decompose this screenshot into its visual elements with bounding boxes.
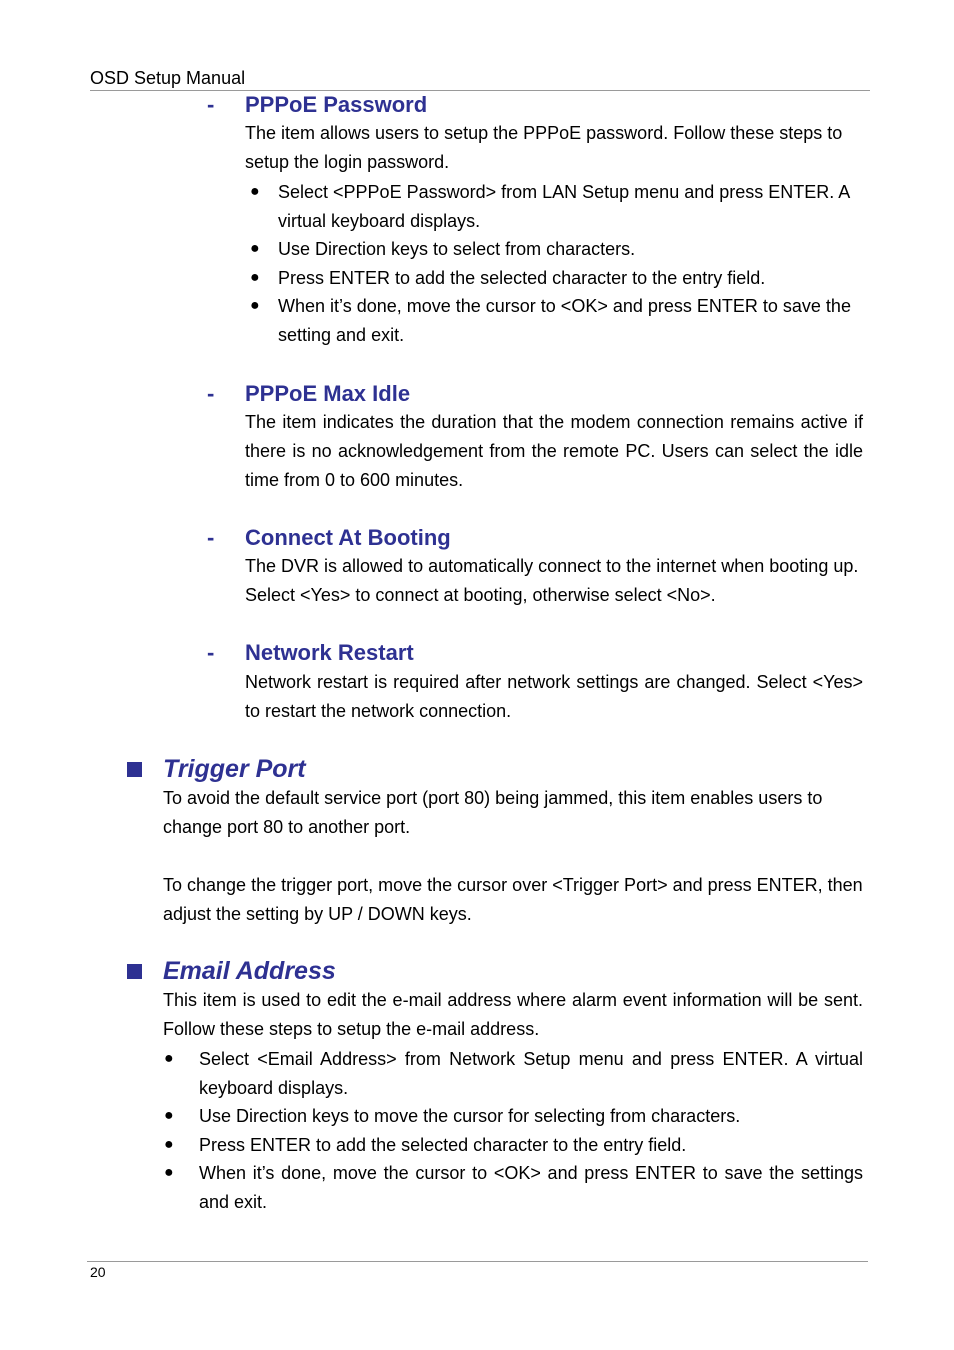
dash-marker: - [207,525,215,550]
pppoe-max-idle-text: The item indicates the duration that the modem connection remains active if there is no acknowledgement from the remote PC. Users can select the idle time from 0 to 600 minutes. [245,412,863,490]
trigger-port-heading: Trigger Port [163,755,306,783]
email-address-body [163,986,863,1216]
connect-at-booting-body [245,552,863,610]
bullet-dot-icon: ● [250,297,260,314]
dash-marker: - [207,381,215,406]
page-header [90,68,870,91]
network-restart-heading: Network Restart [245,640,414,665]
pppoe-password-body [245,119,863,349]
bullet-dot-icon: ● [164,1050,174,1067]
email-address-steps [163,1045,863,1216]
connect-at-booting-heading: Connect At Booting [245,525,451,550]
pppoe-max-idle-heading: PPPoE Max Idle [245,381,411,406]
list-item: ● When it’s done, move the cursor to <OK> and press ENTER to save the setting and exit. [245,292,863,349]
list-item: ● Use Direction keys to select from characters. [245,235,863,264]
page-footer [87,1261,868,1280]
list-item: ● Press ENTER to add the selected character to the entry field. [163,1131,863,1160]
pppoe-password-heading: PPPoE Password [245,92,428,117]
bullet-dot-icon: ● [250,240,260,257]
bullet-dot-icon: ● [250,268,260,286]
square-bullet-icon [127,964,142,979]
pppoe-password-intro: The item allows users to setup the PPPoE password. Follow these steps to setup the login password. [245,123,843,172]
pppoe-password-steps [245,178,863,349]
page-number: 20 [90,1264,106,1280]
connect-at-booting-text: The DVR is allowed to automatically connect to the internet when booting up. Select <Yes> to connect at booting, otherwise select <No>. [245,556,859,605]
header-title: OSD Setup Manual [90,68,246,88]
list-item: ● Use Direction keys to move the cursor for selecting from characters. [163,1102,863,1131]
bullet-dot-icon: ● [164,1107,174,1124]
square-bullet-icon [127,762,142,777]
email-address-intro: This item is used to edit the e-mail address where alarm event information will be sent. Follow these steps to setup the e-mail address. [163,990,863,1039]
bullet-dot-icon: ● [164,1135,174,1153]
network-restart-text: Network restart is required after network settings are changed. Select <Yes> to restart the network connection. [245,672,863,721]
list-item: ● When it’s done, move the cursor to <OK> and press ENTER to save the settings and exit. [163,1159,863,1216]
network-restart-body [245,668,863,726]
bullet-dot-icon: ● [164,1164,174,1181]
list-item: ● Select <Email Address> from Network Setup menu and press ENTER. A virtual keyboard displays. [163,1045,863,1102]
bullet-dot-icon: ● [250,183,260,200]
pppoe-max-idle-body [245,408,863,495]
list-item: ● Press ENTER to add the selected character to the entry field. [245,264,863,293]
dash-marker: - [207,640,215,665]
trigger-port-para-1: To avoid the default service port (port 80) being jammed, this item enables users to change port 80 to another port. [163,788,823,837]
trigger-port-body [163,784,863,929]
dash-marker: - [207,92,215,117]
list-item: ● Select <PPPoE Password> from LAN Setup menu and press ENTER. A virtual keyboard displays. [245,178,863,235]
trigger-port-para-2: To change the trigger port, move the cursor over <Trigger Port> and press ENTER, then adjust the setting by UP / DOWN keys. [163,875,863,924]
email-address-heading: Email Address [163,957,336,985]
